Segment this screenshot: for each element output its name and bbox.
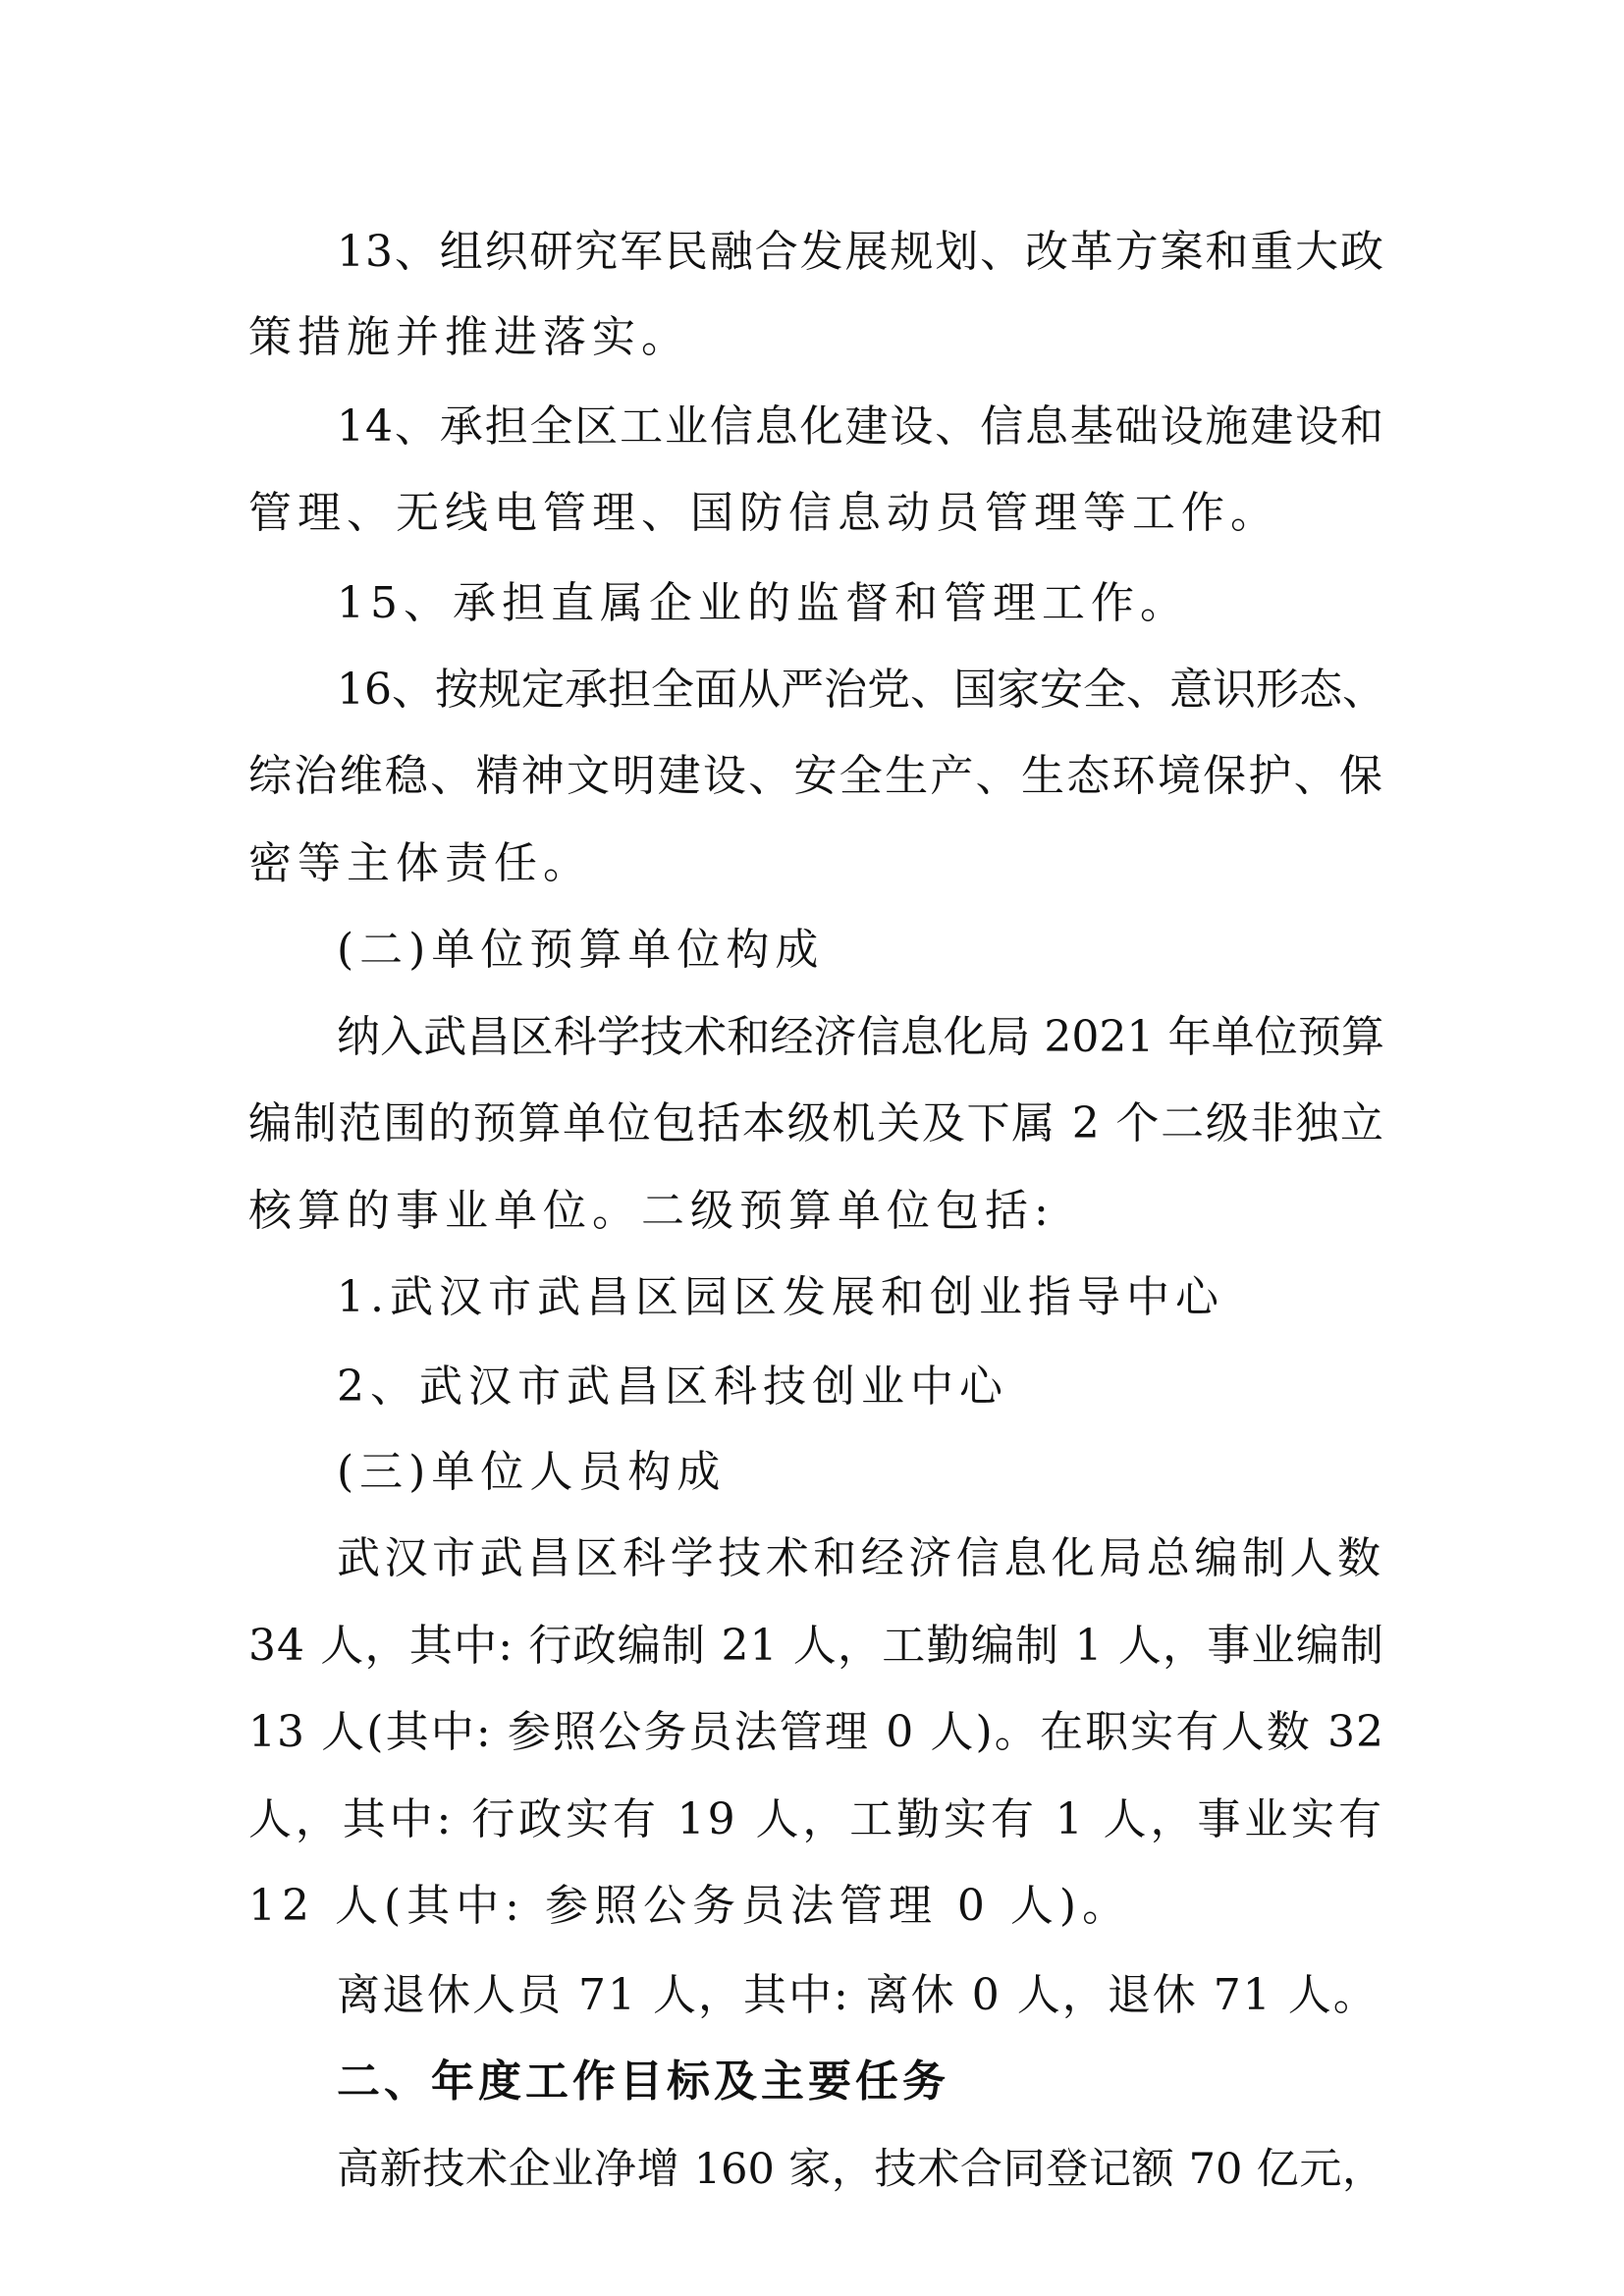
paragraph-line: 13、组织研究军民融合发展规划、改革方案和重大政	[337, 227, 1384, 277]
paragraph-line: 13 人(其中: 参照公务员法管理 0 人)。在职实有人数 32	[248, 1707, 1384, 1757]
paragraph-line: 编制范围的预算单位包括本级机关及下属 2 个二级非独立	[248, 1098, 1384, 1148]
chapter-heading: 二、年度工作目标及主要任务	[337, 2056, 949, 2107]
paragraph-line: 武汉市武昌区科学技术和经济信息化局总编制人数	[337, 1533, 1384, 1583]
paragraph-line: 34 人，其中: 行政编制 21 人，工勤编制 1 人，事业编制	[248, 1621, 1384, 1671]
paragraph-line: 综治维稳、精神文明建设、安全生产、生态环境保护、保	[248, 751, 1384, 801]
paragraph-line: 离退休人员 71 人，其中: 离休 0 人，退休 71 人。	[337, 1970, 1379, 2020]
list-item: 2、武汉市武昌区科技创业中心	[337, 1362, 1008, 1412]
paragraph-line: 14、承担全区工业信息化建设、信息基础设施建设和	[337, 401, 1384, 452]
paragraph-line: 12 人(其中: 参照公务员法管理 0 人)。	[248, 1881, 1132, 1931]
paragraph-line: 核算的事业单位。二级预算单位包括:	[248, 1186, 1055, 1236]
section-heading: (三)单位人员构成	[337, 1447, 727, 1497]
paragraph-line: 人，其中: 行政实有 19 人，工勤实有 1 人，事业实有	[248, 1794, 1384, 1844]
paragraph-line: 纳入武昌区科学技术和经济信息化局 2021 年单位预算	[337, 1012, 1384, 1062]
paragraph-line: 密等主体责任。	[248, 838, 592, 888]
list-item: 1.武汉市武昌区园区发展和创业指导中心	[337, 1272, 1224, 1322]
paragraph-line: 策措施并推进落实。	[248, 312, 690, 362]
paragraph-line: 16、按规定承担全面从严治党、国家安全、意识形态、	[337, 665, 1385, 715]
paragraph-line: 高新技术企业净增 160 家，技术合同登记额 70 亿元，	[337, 2145, 1384, 2194]
paragraph-line: 管理、无线电管理、国防信息动员管理等工作。	[248, 488, 1279, 538]
section-heading: (二)单位预算单位构成	[337, 925, 825, 975]
paragraph-line: 15、承担直属企业的监督和管理工作。	[337, 578, 1189, 628]
